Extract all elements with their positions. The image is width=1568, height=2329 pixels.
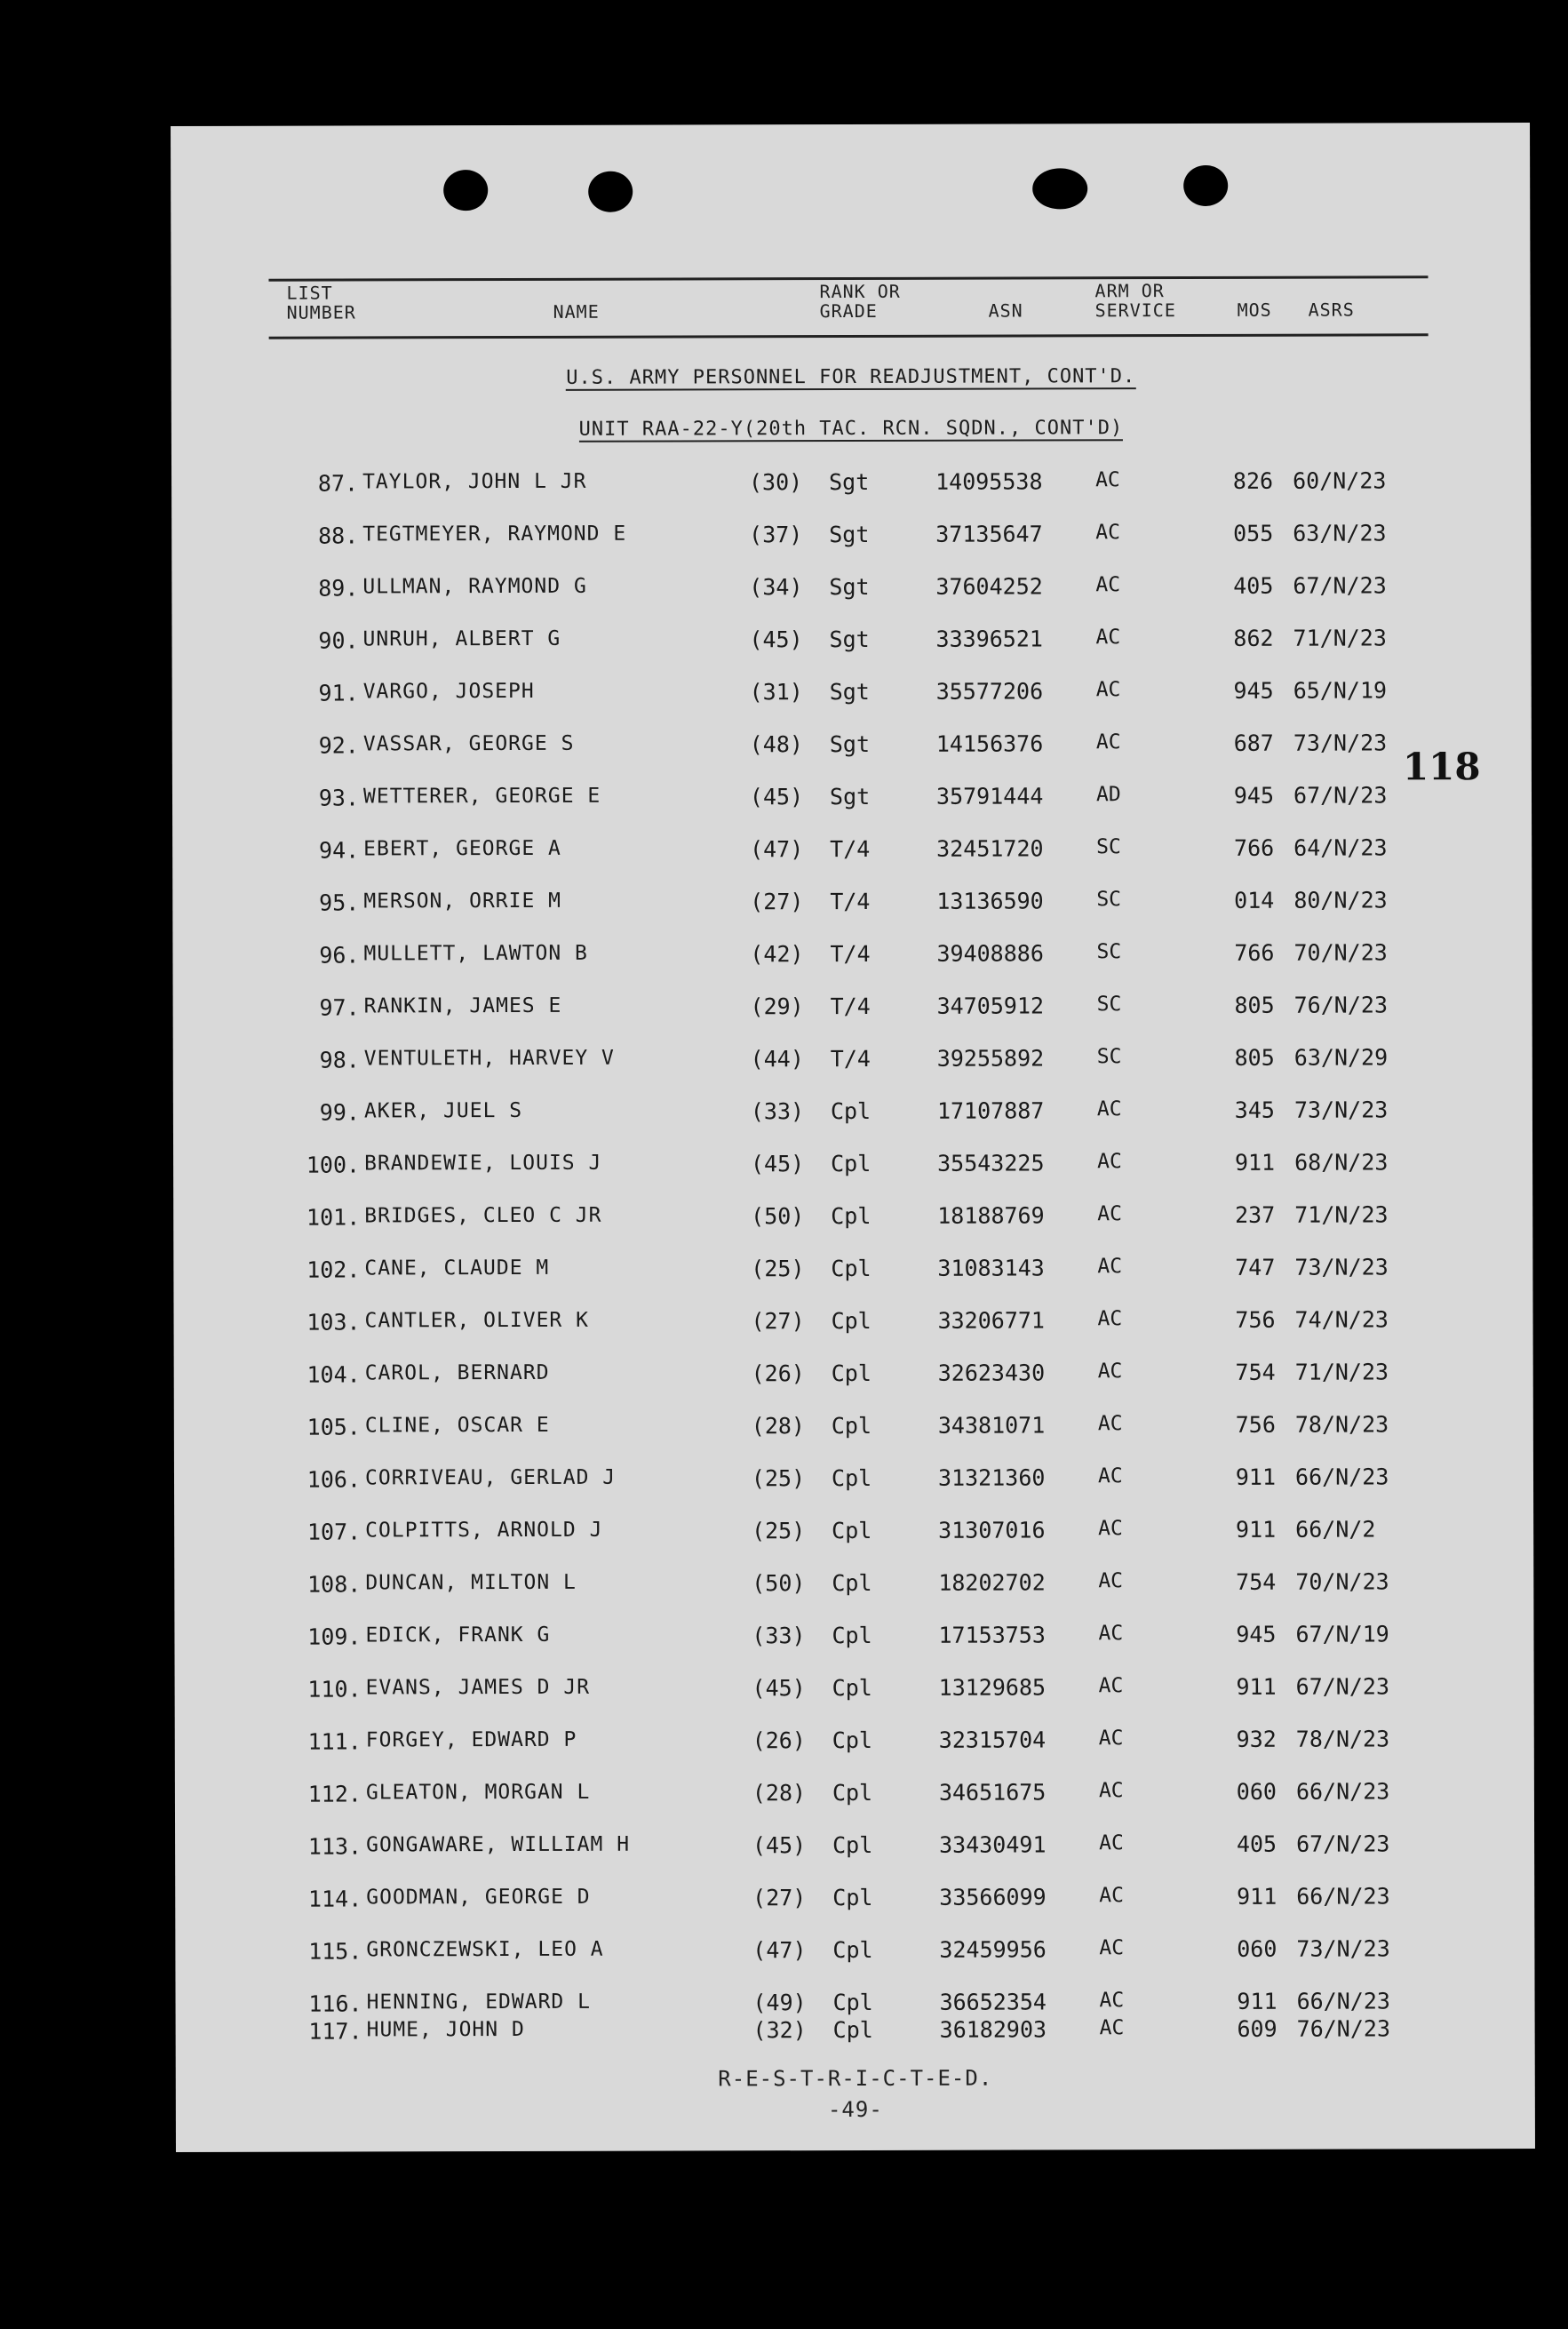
list-item (175, 1778, 1534, 1817)
cell-num: 98. (319, 1047, 360, 1073)
cell-name: CANE, CLAUDE M (364, 1256, 550, 1280)
cell-mos: 687 (1233, 730, 1274, 756)
cell-num: 111. (307, 1728, 362, 1755)
cell-asrs: 66/N/23 (1296, 1883, 1390, 1910)
cell-arm: AC (1098, 1622, 1124, 1646)
cell-arm: AC (1099, 2016, 1125, 2040)
cell-arm: SC (1096, 888, 1122, 912)
cell-age: (50) (752, 1570, 806, 1597)
cell-name: CANTLER, OLIVER K (364, 1308, 589, 1333)
cell-asrs: 80/N/23 (1293, 887, 1388, 913)
cell-mos: 060 (1236, 1778, 1277, 1805)
punch-hole (1032, 168, 1087, 209)
list-item (174, 1359, 1533, 1398)
cell-asrs: 63/N/29 (1293, 1044, 1389, 1071)
section-title (171, 364, 1531, 390)
punch-hole (443, 170, 488, 211)
cell-rank: Sgt (829, 521, 870, 548)
cell-age: (33) (752, 1623, 806, 1649)
cell-rank: Cpl (832, 1831, 873, 1859)
cell-num: 96. (319, 942, 360, 969)
cell-mos: 911 (1237, 1883, 1277, 1910)
cell-age: (42) (750, 941, 804, 968)
cell-asrs: 70/N/23 (1293, 939, 1388, 966)
cell-rank: Sgt (829, 573, 870, 601)
cell-name: CLINE, OSCAR E (364, 1413, 550, 1438)
cell-num: 103. (306, 1309, 361, 1336)
cell-mos: 237 (1235, 1201, 1276, 1228)
cell-age: (25) (752, 1518, 806, 1544)
cell-age: (28) (752, 1780, 807, 1807)
cell-mos: 766 (1234, 939, 1275, 966)
unit-title (171, 416, 1531, 442)
cell-asn: 39255892 (936, 1045, 1045, 1072)
cell-name: EVANS, JAMES D JR (365, 1675, 591, 1700)
cell-rank: Sgt (829, 468, 870, 496)
cell-rank: Cpl (832, 1517, 872, 1544)
cell-asrs: 68/N/23 (1294, 1149, 1389, 1176)
cell-num: 89. (318, 575, 359, 602)
cell-mos: 911 (1236, 1673, 1277, 1700)
cell-rank: Cpl (831, 1412, 872, 1440)
list-item (175, 1673, 1534, 1712)
cell-asn: 18202702 (938, 1569, 1046, 1596)
cell-age: (50) (751, 1203, 805, 1230)
cell-name: TAYLOR, JOHN L JR (362, 469, 587, 494)
cell-age: (47) (752, 1937, 807, 1964)
list-item (175, 1726, 1534, 1765)
cell-asrs: 73/N/23 (1293, 1097, 1389, 1123)
cell-num: 92. (318, 732, 359, 759)
cell-num: 94. (318, 837, 360, 864)
header-asrs: ASRS (1308, 299, 1355, 321)
list-item (176, 2015, 1535, 2054)
cell-rank: Cpl (832, 1569, 872, 1597)
cell-age: (27) (750, 889, 804, 915)
cell-name: EBERT, GEORGE A (363, 836, 561, 861)
cell-num: 112. (307, 1781, 362, 1807)
cell-asn: 31083143 (937, 1255, 1045, 1281)
cell-asrs: 71/N/23 (1294, 1359, 1389, 1385)
cell-name: VARGO, JOSEPH (362, 679, 535, 704)
cell-arm: AC (1098, 1517, 1123, 1541)
header-list-number: LIST NUMBER (286, 282, 356, 323)
cell-asn: 39408886 (936, 940, 1044, 967)
cell-arm: AC (1098, 1674, 1124, 1698)
cell-asrs: 67/N/23 (1293, 782, 1388, 809)
cell-rank: Cpl (832, 1727, 872, 1754)
cell-num: 115. (308, 1938, 362, 1965)
cell-asrs: 70/N/23 (1295, 1568, 1389, 1595)
cell-asrs: 64/N/23 (1293, 834, 1388, 861)
cell-asrs: 78/N/23 (1295, 1726, 1390, 1752)
cell-name: COLPITTS, ARNOLD J (365, 1518, 603, 1543)
cell-rank: T/4 (830, 888, 871, 915)
cell-asrs: 71/N/23 (1294, 1201, 1389, 1228)
cell-arm: AC (1098, 1727, 1124, 1751)
cell-arm: AC (1097, 1202, 1122, 1226)
cell-name: WETTERER, GEORGE E (362, 784, 601, 809)
cell-asn: 34705912 (936, 993, 1045, 1019)
cell-rank: Sgt (829, 678, 870, 706)
cell-arm: AC (1097, 1255, 1123, 1279)
cell-age: (25) (751, 1465, 806, 1492)
cell-asn: 32459956 (939, 1936, 1047, 1963)
cell-arm: AC (1098, 1569, 1124, 1593)
cell-rank: T/4 (830, 835, 871, 863)
cell-asn: 35577206 (935, 678, 1044, 705)
cell-num: 105. (306, 1414, 361, 1440)
cell-rank: Cpl (831, 1360, 872, 1387)
cell-asrs: 60/N/23 (1293, 467, 1387, 494)
cell-name: UNRUH, ALBERT G (362, 626, 561, 651)
cell-mos: 609 (1237, 2015, 1277, 2042)
cell-age: (32) (752, 2017, 807, 2044)
cell-num: 108. (307, 1571, 362, 1598)
cell-asn: 18188769 (937, 1202, 1045, 1229)
cell-asn: 14095538 (935, 468, 1043, 495)
cell-arm: AC (1095, 730, 1121, 754)
section-title-text: U.S. ARMY PERSONNEL FOR READJUSTMENT, CONT'D. (566, 365, 1136, 389)
cell-asrs: 74/N/23 (1294, 1306, 1389, 1333)
cell-asn: 37604252 (935, 573, 1043, 600)
cell-asn: 37135647 (935, 521, 1043, 547)
cell-arm: AC (1097, 1150, 1122, 1174)
cell-num: 101. (306, 1204, 361, 1231)
cell-asn: 35543225 (937, 1150, 1045, 1176)
cell-name: MERSON, ORRIE M (363, 889, 562, 913)
cell-asn: 32451720 (936, 835, 1044, 862)
cell-asn: 36652354 (939, 1989, 1047, 2015)
cell-mos: 805 (1234, 1044, 1275, 1071)
cell-mos: 862 (1233, 625, 1274, 651)
list-item (172, 887, 1532, 926)
cell-age: (29) (750, 993, 804, 1020)
cell-mos: 055 (1233, 520, 1274, 546)
cell-rank: T/4 (830, 940, 871, 968)
cell-num: 99. (319, 1099, 360, 1126)
cell-asrs: 66/N/23 (1294, 1464, 1389, 1490)
list-item (172, 677, 1532, 716)
cell-arm: AC (1095, 573, 1121, 597)
cell-arm: AC (1097, 1307, 1123, 1331)
list-item (173, 1149, 1532, 1188)
cell-mos: 345 (1234, 1097, 1275, 1123)
cell-arm: AC (1095, 521, 1120, 545)
column-header (268, 275, 1428, 339)
cell-name: HUME, JOHN D (366, 2017, 525, 2042)
cell-asn: 35791444 (935, 783, 1044, 810)
header-asn: ASN (988, 299, 1023, 322)
cell-mos: 747 (1235, 1254, 1276, 1280)
list-item (173, 1201, 1532, 1240)
cell-arm: AC (1097, 1464, 1123, 1488)
cell-asn: 13136590 (936, 888, 1044, 914)
cell-rank: Cpl (832, 2016, 873, 2044)
cell-arm: AC (1099, 1884, 1124, 1908)
cell-name: HENNING, EDWARD L (366, 1990, 591, 2014)
cell-rank: Cpl (831, 1464, 872, 1492)
cell-num: 109. (307, 1623, 362, 1650)
cell-arm: SC (1096, 835, 1121, 859)
cell-mos: 405 (1236, 1830, 1277, 1857)
cell-mos: 945 (1236, 1621, 1277, 1647)
cell-age: (30) (748, 469, 803, 496)
cell-arm: AC (1095, 468, 1120, 492)
cell-num: 91. (318, 680, 359, 706)
punch-hole (1183, 165, 1228, 206)
cell-name: VASSAR, GEORGE S (362, 731, 575, 756)
cell-age: (48) (749, 731, 803, 758)
list-item (174, 1516, 1533, 1555)
cell-arm: AC (1095, 678, 1121, 702)
cell-name: AKER, JUEL S (363, 1098, 523, 1123)
cell-mos: 014 (1234, 887, 1275, 913)
header-arm: ARM OR SERVICE (1094, 280, 1176, 322)
cell-age: (26) (751, 1360, 805, 1387)
cell-name: ULLMAN, RAYMOND G (362, 574, 587, 599)
cell-asn: 32623430 (937, 1360, 1046, 1386)
cell-age: (28) (751, 1413, 805, 1440)
cell-asrs: 63/N/23 (1293, 520, 1387, 546)
cell-num: 104. (306, 1361, 361, 1388)
cell-age: (25) (751, 1256, 805, 1282)
cell-num: 110. (307, 1676, 362, 1703)
cell-mos: 405 (1233, 572, 1274, 599)
cell-num: 113. (307, 1833, 362, 1860)
list-item (172, 730, 1532, 769)
cell-rank: T/4 (830, 993, 871, 1020)
cell-num: 116. (308, 1990, 362, 2017)
cell-mos: 911 (1234, 1149, 1276, 1176)
cell-name: TEGTMEYER, RAYMOND E (362, 522, 627, 546)
cell-rank: Cpl (832, 1989, 873, 2016)
cell-mos: 911 (1237, 1988, 1277, 2014)
cell-age: (45) (750, 1151, 805, 1177)
cell-name: BRIDGES, CLEO C JR (364, 1203, 602, 1228)
cell-mos: 754 (1236, 1568, 1277, 1595)
cell-asrs: 78/N/23 (1294, 1411, 1389, 1438)
list-item (173, 1044, 1532, 1083)
list-item (174, 1464, 1533, 1503)
list-item (173, 1254, 1532, 1293)
cell-age: (31) (749, 679, 803, 706)
list-item (174, 1568, 1533, 1607)
cell-age: (45) (752, 1832, 807, 1859)
list-item (174, 1621, 1533, 1660)
cell-mos: 766 (1233, 834, 1275, 861)
cell-num: 114. (307, 1886, 362, 1912)
cell-name: GOODMAN, GEORGE D (366, 1885, 591, 1910)
cell-num: 117. (308, 2018, 362, 2045)
cell-asrs: 67/N/23 (1295, 1673, 1390, 1700)
cell-name: GLEATON, MORGAN L (365, 1780, 591, 1805)
punch-hole (588, 171, 633, 212)
list-item (175, 1935, 1534, 1974)
cell-age: (49) (752, 1990, 807, 2016)
unit-title-text: UNIT RAA-22-Y(20th TAC. RCN. SQDN., CONT'D) (578, 417, 1124, 441)
cell-rank: Cpl (832, 1936, 873, 1964)
cell-num: 100. (306, 1152, 361, 1178)
cell-asrs: 76/N/23 (1293, 992, 1389, 1018)
cell-arm: AC (1099, 1936, 1125, 1960)
cell-asrs: 76/N/23 (1296, 2015, 1391, 2042)
page-number: -49- (827, 2096, 883, 2123)
cell-mos: 805 (1234, 992, 1275, 1018)
cell-asn: 13129685 (938, 1674, 1047, 1701)
cell-asrs: 67/N/19 (1295, 1621, 1389, 1647)
cell-rank: Cpl (832, 1884, 873, 1911)
cell-arm: SC (1096, 1045, 1122, 1069)
cell-age: (47) (750, 836, 804, 863)
cell-rank: Cpl (831, 1255, 872, 1282)
cell-asrs: 65/N/19 (1293, 677, 1388, 704)
list-item (174, 1411, 1533, 1450)
cell-num: 87. (317, 470, 359, 497)
cell-mos: 932 (1236, 1726, 1277, 1752)
cell-asn: 34651675 (938, 1779, 1047, 1806)
cell-name: GRONCZEWSKI, LEO A (366, 1937, 604, 1962)
cell-asn: 33430491 (939, 1831, 1047, 1858)
cell-num: 88. (318, 522, 359, 549)
cell-mos: 826 (1232, 467, 1274, 494)
cell-rank: Cpl (832, 1674, 872, 1702)
cell-rank: Sgt (829, 626, 870, 653)
cell-arm: AC (1097, 1360, 1123, 1384)
cell-asn: 32315704 (938, 1727, 1047, 1753)
cell-asn: 33566099 (939, 1884, 1047, 1910)
cell-rank: Cpl (832, 1622, 872, 1649)
cell-age: (44) (750, 1046, 804, 1073)
cell-num: 106. (306, 1466, 362, 1493)
cell-num: 95. (319, 889, 360, 916)
document-page (171, 123, 1535, 2152)
list-item (175, 1830, 1534, 1870)
cell-arm: AC (1098, 1779, 1124, 1803)
cell-num: 107. (306, 1519, 362, 1545)
list-item (172, 782, 1532, 821)
cell-age: (37) (749, 522, 803, 548)
header-rank: RANK OR GRADE (819, 280, 901, 323)
cell-age: (45) (752, 1675, 806, 1702)
cell-name: FORGEY, EDWARD P (365, 1727, 577, 1752)
cell-arm: AC (1096, 1097, 1122, 1121)
cell-asn: 17153753 (938, 1622, 1046, 1648)
cell-arm: AC (1099, 1831, 1124, 1855)
cell-asn: 31307016 (938, 1517, 1046, 1543)
cell-asrs: 73/N/23 (1293, 730, 1388, 756)
cell-name: EDICK, FRANK G (365, 1623, 551, 1647)
cell-asrs: 73/N/23 (1294, 1254, 1389, 1280)
cell-rank: Cpl (831, 1150, 872, 1177)
cell-rank: Cpl (830, 1097, 872, 1125)
cell-rank: T/4 (830, 1045, 871, 1073)
header-mos: MOS (1237, 299, 1272, 321)
cell-rank: Cpl (831, 1202, 872, 1230)
restricted-marking: R-E-S-T-R-I-C-T-E-D. (718, 2065, 993, 2092)
cell-asrs: 67/N/23 (1296, 1830, 1390, 1857)
cell-mos: 911 (1235, 1464, 1277, 1490)
cell-num: 97. (319, 994, 360, 1021)
cell-mos: 945 (1233, 782, 1275, 809)
cell-asn: 36182903 (939, 2016, 1047, 2043)
cell-name: RANKIN, JAMES E (363, 993, 562, 1018)
cell-asrs: 67/N/23 (1293, 572, 1387, 599)
side-number: 118 (1402, 745, 1481, 789)
cell-name: VENTULETH, HARVEY V (363, 1046, 615, 1071)
cell-asrs: 71/N/23 (1293, 625, 1387, 651)
cell-mos: 945 (1233, 677, 1274, 704)
header-name: NAME (553, 300, 600, 323)
list-item (171, 625, 1531, 664)
cell-age: (27) (752, 1885, 807, 1911)
cell-asrs: 66/N/2 (1295, 1516, 1376, 1543)
list-item (171, 572, 1531, 611)
cell-arm: SC (1096, 993, 1122, 1017)
cell-mos: 911 (1235, 1516, 1277, 1543)
cell-asn: 14156376 (935, 730, 1044, 757)
list-item (173, 992, 1532, 1031)
cell-name: CAROL, BERNARD (364, 1360, 550, 1385)
cell-asn: 31321360 (937, 1464, 1046, 1491)
list-item (172, 939, 1532, 978)
list-item (172, 834, 1532, 873)
cell-name: DUNCAN, MILTON L (365, 1570, 577, 1595)
cell-asn: 33396521 (935, 626, 1043, 652)
cell-rank: Sgt (829, 783, 871, 810)
cell-name: CORRIVEAU, GERLAD J (364, 1465, 617, 1490)
cell-age: (26) (752, 1727, 806, 1754)
list-item (174, 1306, 1533, 1345)
list-item (173, 1097, 1532, 1136)
cell-mos: 060 (1237, 1935, 1277, 1962)
cell-arm: AC (1099, 1989, 1125, 2013)
cell-asrs: 66/N/23 (1295, 1778, 1390, 1805)
cell-name: BRANDEWIE, LOUIS J (364, 1151, 602, 1176)
cell-age: (27) (751, 1308, 805, 1335)
cell-rank: Sgt (829, 730, 871, 758)
cell-num: 90. (318, 627, 359, 654)
cell-asrs: 73/N/23 (1296, 1935, 1390, 1962)
cell-mos: 756 (1235, 1411, 1276, 1438)
list-item (175, 1883, 1534, 1922)
cell-num: 93. (318, 785, 360, 811)
cell-arm: SC (1096, 940, 1122, 964)
cell-num: 102. (306, 1256, 361, 1283)
cell-asrs: 66/N/23 (1296, 1988, 1390, 2014)
cell-arm: AC (1097, 1412, 1123, 1436)
cell-asn: 34381071 (937, 1412, 1046, 1439)
cell-mos: 756 (1235, 1306, 1276, 1333)
cell-asn: 17107887 (936, 1097, 1045, 1124)
cell-age: (34) (749, 574, 803, 601)
cell-asn: 33206771 (937, 1307, 1045, 1334)
list-item (171, 467, 1531, 506)
cell-mos: 754 (1235, 1359, 1276, 1385)
cell-age: (45) (749, 626, 803, 653)
cell-age: (45) (749, 784, 804, 810)
cell-name: MULLETT, LAWTON B (363, 941, 588, 966)
cell-age: (33) (750, 1098, 805, 1125)
cell-arm: AD (1095, 783, 1121, 807)
list-item (171, 520, 1531, 559)
cell-rank: Cpl (832, 1779, 873, 1807)
cell-name: GONGAWARE, WILLIAM H (366, 1832, 631, 1857)
cell-arm: AC (1095, 626, 1121, 650)
cell-rank: Cpl (831, 1307, 872, 1335)
